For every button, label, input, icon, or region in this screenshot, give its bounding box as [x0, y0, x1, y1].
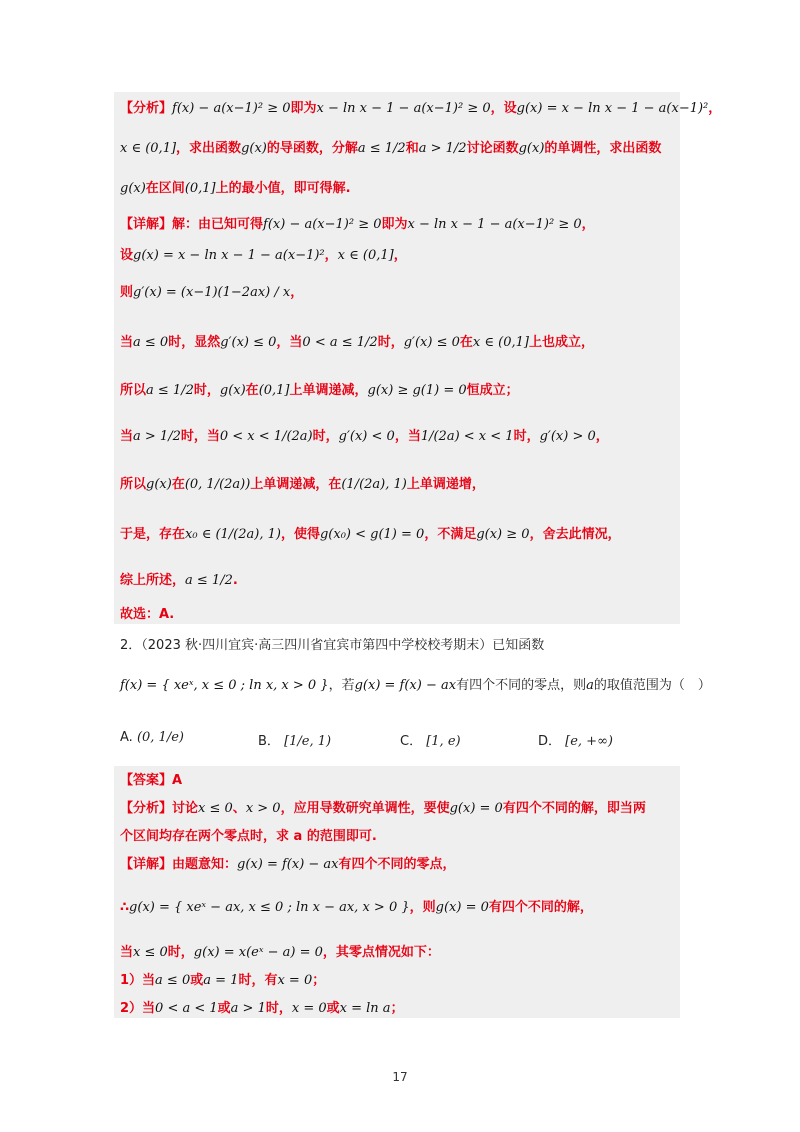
detail-line: 于是，存在x₀ ∈ (1/(2a), 1)，使得g(x₀) < g(1) = 0，不满足g(x) ≥ 0，舍去此情况，: [120, 527, 621, 542]
detail-line: 所以g(x)在(0, 1/(2a))上单调递减，在(1/(2a), 1)上单调递增，: [120, 477, 485, 492]
problem-2-header: 2．（2023 秋·四川宜宾·高三四川省宜宾市第四中学校校考期末）已知函数: [120, 638, 545, 653]
detail-line: 2）当0 < a < 1或a > 1时，x = 0或x = ln a；: [120, 1001, 404, 1016]
page-number: 17: [392, 1070, 408, 1084]
detail-tag: 【详解】: [120, 217, 173, 232]
analysis-line: 【分析】f(x) − a(x−1)² ≥ 0即为x − ln x − 1 − a(x−1)² ≥ 0，设g(x) = x − ln x − 1 − a(x−1)²，: [120, 101, 722, 116]
detail-line: 1）当a ≤ 0或a = 1时，有x = 0；: [120, 973, 326, 988]
option-a[interactable]: A. (0, 1/e): [120, 730, 184, 745]
analysis-line: 个区间均存在两个零点时，求 a 的范围即可.: [120, 829, 377, 844]
detail-line: 设g(x) = x − ln x − 1 − a(x−1)²，x ∈ (0,1]，: [120, 248, 407, 263]
final-choice: 故选：A.: [120, 607, 175, 622]
option-d[interactable]: D． [e, +∞): [538, 734, 613, 749]
detail-line: ∴g(x) = { xeˣ − ax, x ≤ 0 ; ln x − ax, x > 0 }，则g(x) = 0有四个不同的解，: [120, 900, 593, 915]
answer-value: A: [172, 773, 183, 788]
analysis-line: x ∈ (0,1]，求出函数g(x)的导函数，分解a ≤ 1/2和a > 1/2讨论函数g(x)的单调性，求出函数: [120, 141, 662, 156]
analysis-line: 【分析】讨论x ≤ 0、x > 0，应用导数研究单调性，要使g(x) = 0有四个不同的解，即当两: [120, 801, 646, 816]
problem-2-definition: f(x) = { xeˣ, x ≤ 0 ; ln x, x > 0 }，若g(x) = f(x) − ax有四个不同的零点，则a的取值范围为（ ）: [120, 678, 711, 693]
answer-line: [120, 772, 182, 790]
detail-line: 当a ≤ 0时，显然g′(x) ≤ 0，当0 < a ≤ 1/2时，g′(x) ≤ 0在x ∈ (0,1]上也成立，: [120, 335, 594, 350]
detail-line: 当a > 1/2时，当0 < x < 1/(2a)时，g′(x) < 0，当1/(2a) < x < 1时，g′(x) > 0，: [120, 429, 609, 444]
analysis-tag: 【分析】: [120, 101, 173, 116]
analysis-line: g(x)在区间(0,1]上的最小值，即可得解.: [120, 181, 351, 196]
option-c[interactable]: C． [1, e): [400, 734, 461, 749]
detail-line: 则g′(x) = (x−1)(1−2ax) / x，: [120, 285, 304, 300]
analysis-tag: 【分析】: [120, 801, 173, 816]
detail-line: 当x ≤ 0时，g(x) = x(eˣ − a) = 0，其零点情况如下：: [120, 945, 440, 960]
detail-line: 综上所述，a ≤ 1/2.: [120, 573, 238, 588]
detail-line: 所以a ≤ 1/2时，g(x)在(0,1]上单调递减，g(x) ≥ g(1) = 0恒成立；: [120, 383, 519, 398]
detail-line: 【详解】由题意知：g(x) = f(x) − ax有四个不同的零点，: [120, 857, 456, 872]
solution-background: [114, 92, 680, 624]
option-b[interactable]: B． [1/e, 1): [258, 734, 332, 749]
answer-tag: 【答案】: [120, 773, 173, 788]
detail-tag: 【详解】: [120, 857, 173, 872]
detail-line: 【详解】解：由已知可得f(x) − a(x−1)² ≥ 0即为x − ln x − 1 − a(x−1)² ≥ 0，: [120, 217, 595, 232]
